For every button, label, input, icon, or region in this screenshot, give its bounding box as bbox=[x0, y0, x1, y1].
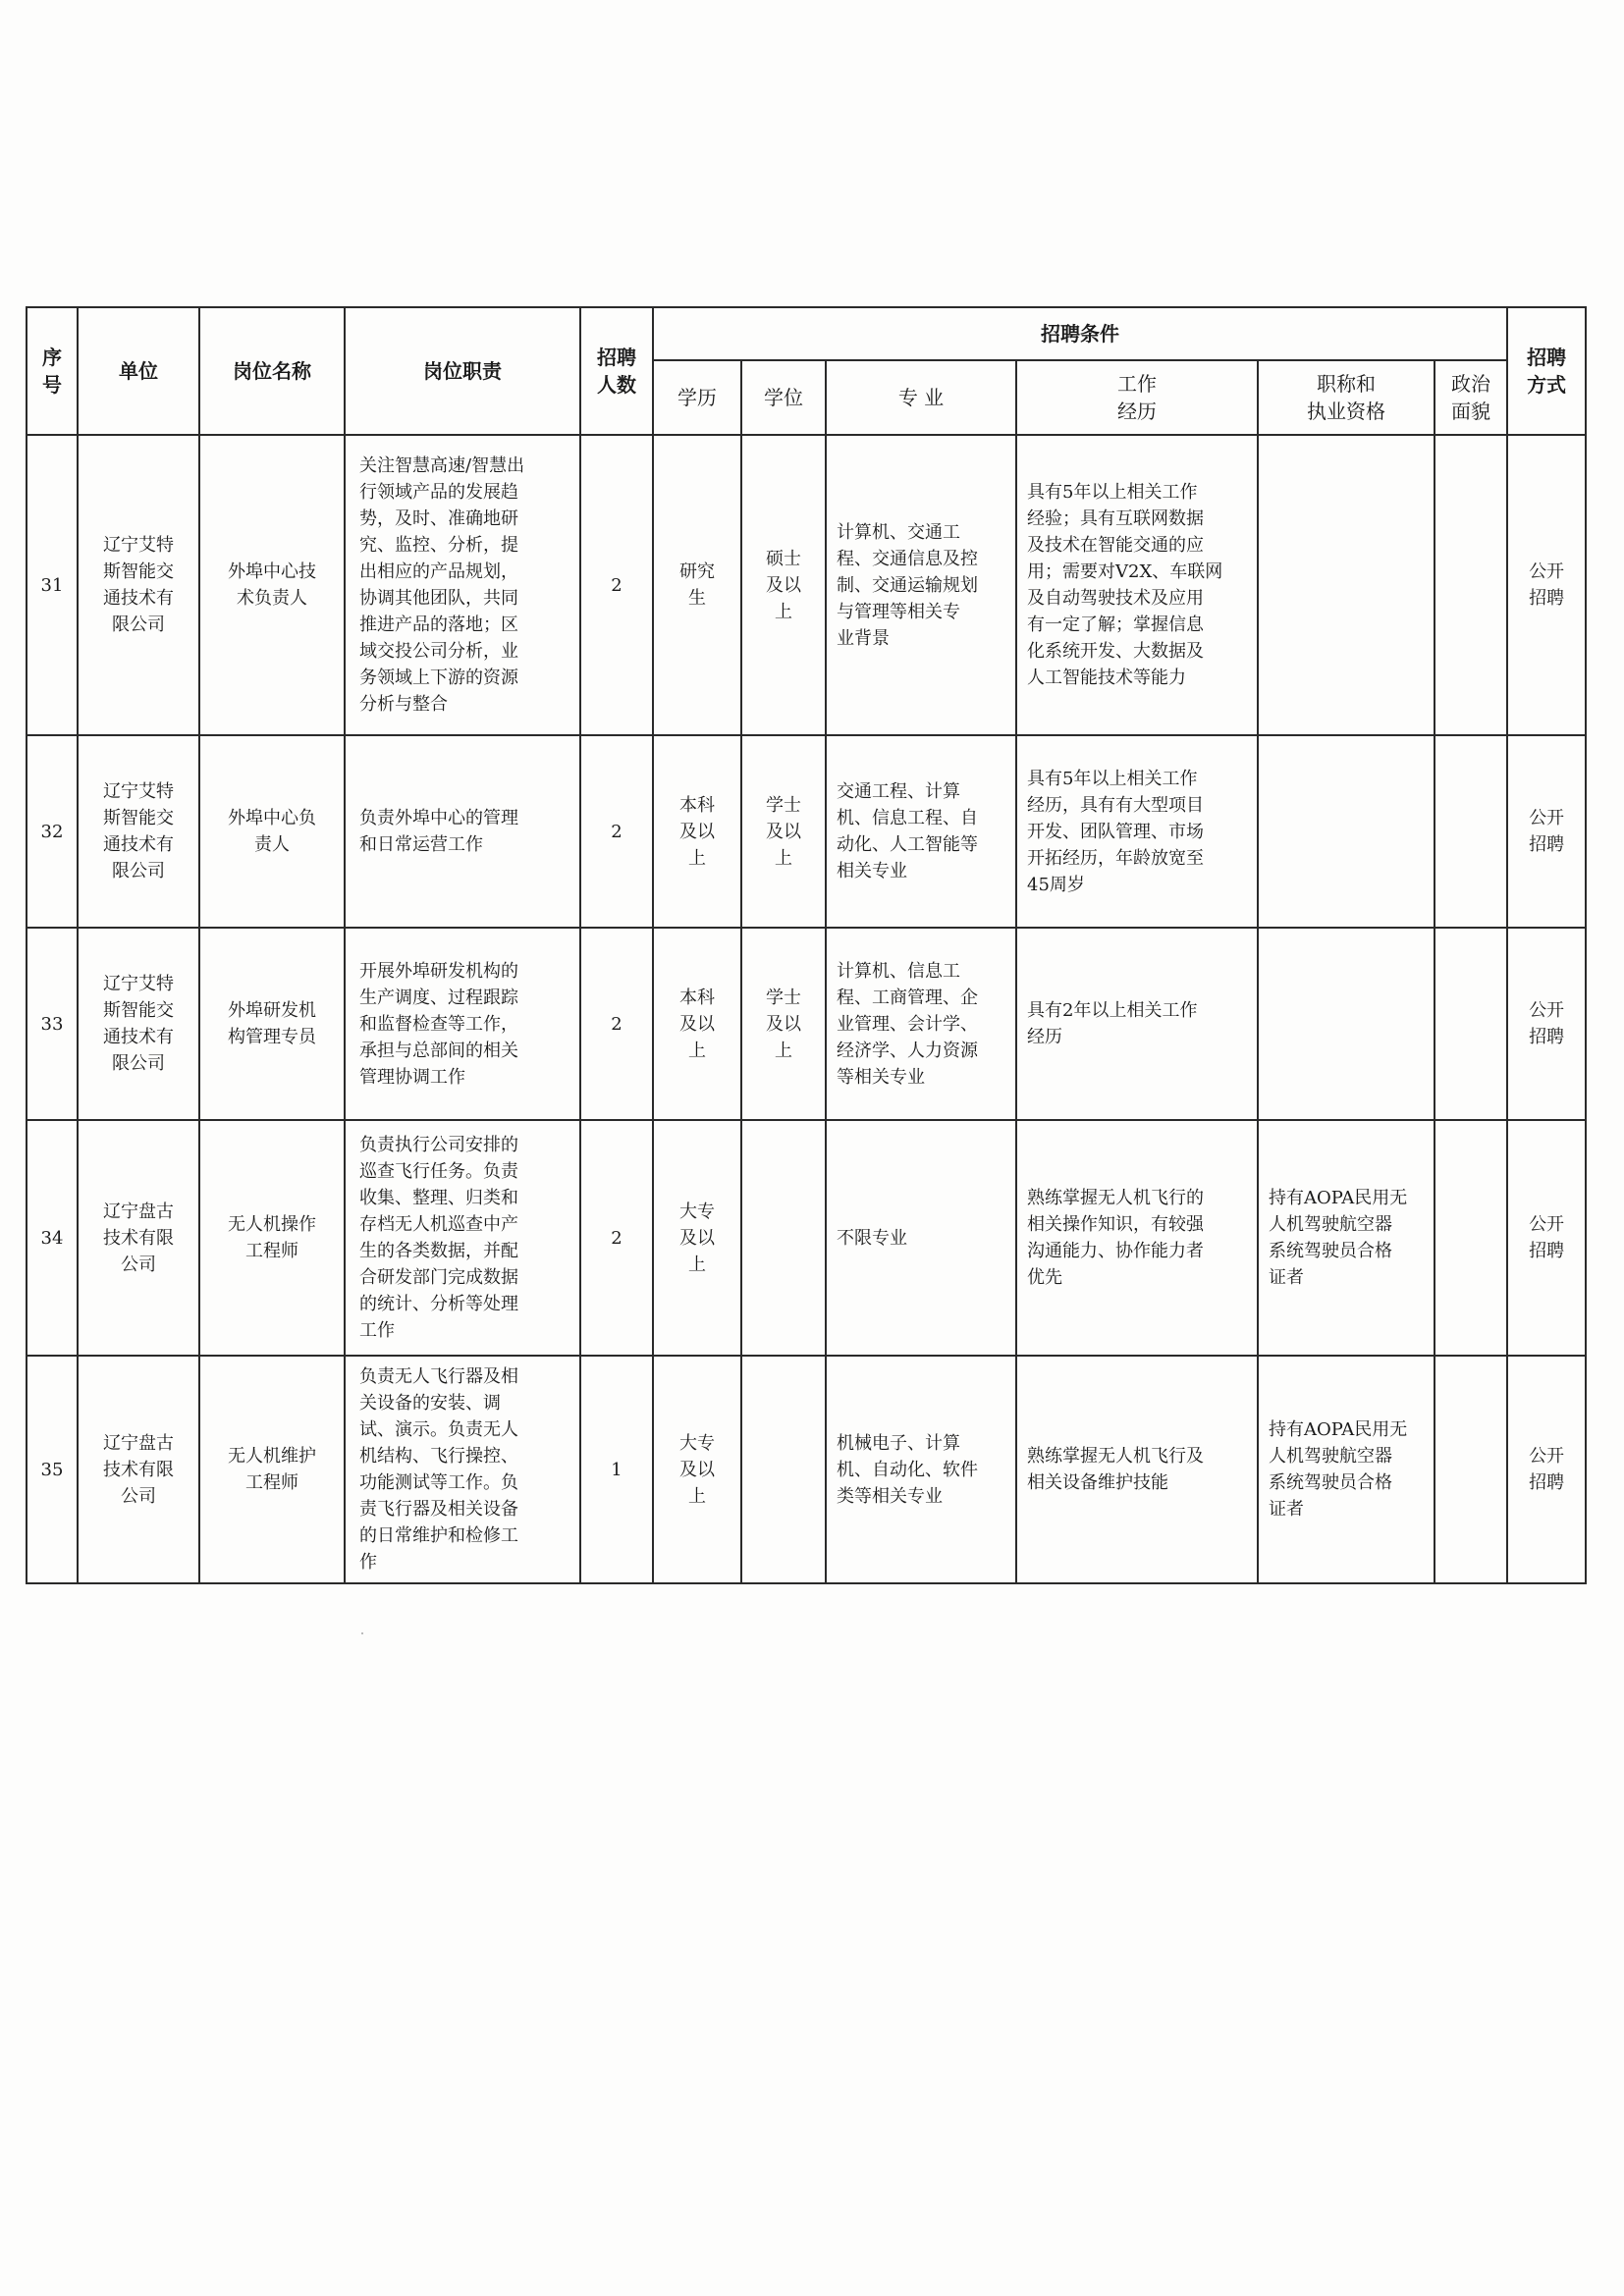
header-conditions: 招聘条件 bbox=[653, 307, 1507, 360]
cell-count: 1 bbox=[580, 1356, 653, 1583]
cell-count: 2 bbox=[580, 928, 653, 1120]
cell-education: 本科 及以 上 bbox=[653, 735, 741, 928]
cell-education: 本科 及以 上 bbox=[653, 928, 741, 1120]
cell-unit: 辽宁艾特 斯智能交 通技术有 限公司 bbox=[78, 435, 199, 735]
cell-count: 2 bbox=[580, 735, 653, 928]
cell-major: 不限专业 bbox=[826, 1120, 1016, 1356]
cell-position: 外埠中心负 责人 bbox=[199, 735, 345, 928]
cell-method: 公开 招聘 bbox=[1507, 928, 1586, 1120]
header-method: 招聘 方式 bbox=[1507, 307, 1586, 435]
cell-duties: 开展外埠研发机构的 生产调度、过程跟踪 和监督检查等工作， 承担与总部间的相关 管理协调工作 bbox=[345, 928, 580, 1120]
cell-political bbox=[1435, 928, 1507, 1120]
cell-degree bbox=[741, 1356, 826, 1583]
cell-method: 公开 招聘 bbox=[1507, 1356, 1586, 1583]
cell-count: 2 bbox=[580, 435, 653, 735]
cell-qualification bbox=[1258, 435, 1435, 735]
header-experience: 工作 经历 bbox=[1016, 360, 1258, 435]
cell-count: 2 bbox=[580, 1120, 653, 1356]
cell-political bbox=[1435, 435, 1507, 735]
cell-seq: 32 bbox=[27, 735, 78, 928]
cell-method: 公开 招聘 bbox=[1507, 435, 1586, 735]
cell-position: 外埠中心技 术负责人 bbox=[199, 435, 345, 735]
cell-duties: 负责无人飞行器及相 关设备的安装、调 试、演示。负责无人 机结构、飞行操控、 功能测试等工作。负 责飞行器及相关设备 的日常维护和检修工 作 bbox=[345, 1356, 580, 1583]
cell-unit: 辽宁艾特 斯智能交 通技术有 限公司 bbox=[78, 928, 199, 1120]
cell-education: 大专 及以 上 bbox=[653, 1120, 741, 1356]
cell-major: 计算机、信息工 程、工商管理、企 业管理、会计学、 经济学、人力资源 等相关专业 bbox=[826, 928, 1016, 1120]
cell-unit: 辽宁艾特 斯智能交 通技术有 限公司 bbox=[78, 735, 199, 928]
header-unit: 单位 bbox=[78, 307, 199, 435]
cell-experience: 熟练掌握无人机飞行及 相关设备维护技能 bbox=[1016, 1356, 1258, 1583]
header-position: 岗位名称 bbox=[199, 307, 345, 435]
cell-qualification bbox=[1258, 735, 1435, 928]
cell-position: 外埠研发机 构管理专员 bbox=[199, 928, 345, 1120]
cell-political bbox=[1435, 735, 1507, 928]
header-qualification: 职称和 执业资格 bbox=[1258, 360, 1435, 435]
header-duties: 岗位职责 bbox=[345, 307, 580, 435]
recruitment-table bbox=[26, 306, 1587, 1584]
cell-qualification bbox=[1258, 928, 1435, 1120]
table-row bbox=[27, 1356, 1586, 1583]
cell-degree bbox=[741, 1120, 826, 1356]
cell-major: 计算机、交通工 程、交通信息及控 制、交通运输规划 与管理等相关专 业背景 bbox=[826, 435, 1016, 735]
table-row bbox=[27, 1120, 1586, 1356]
cell-qualification: 持有AOPA民用无 人机驾驶航空器 系统驾驶员合格 证者 bbox=[1258, 1356, 1435, 1583]
cell-experience: 具有5年以上相关工作 经历，具有有大型项目 开发、团队管理、市场 开拓经历，年龄放宽至 45周岁 bbox=[1016, 735, 1258, 928]
cell-education: 研究 生 bbox=[653, 435, 741, 735]
cell-experience: 具有2年以上相关工作 经历 bbox=[1016, 928, 1258, 1120]
cell-major: 交通工程、计算 机、信息工程、自 动化、人工智能等 相关专业 bbox=[826, 735, 1016, 928]
cell-unit: 辽宁盘古 技术有限 公司 bbox=[78, 1120, 199, 1356]
cell-duties: 负责外埠中心的管理 和日常运营工作 bbox=[345, 735, 580, 928]
cell-seq: 35 bbox=[27, 1356, 78, 1583]
cell-method: 公开 招聘 bbox=[1507, 735, 1586, 928]
table-row bbox=[27, 928, 1586, 1120]
cell-experience: 具有5年以上相关工作 经验；具有互联网数据 及技术在智能交通的应 用；需要对V2X、车联网 及自动驾驶技术及应用 有一定了解；掌握信息 化系统开发、大数据及 人工智能技术等能力 bbox=[1016, 435, 1258, 735]
header-seq: 序 号 bbox=[27, 307, 78, 435]
cell-political bbox=[1435, 1356, 1507, 1583]
cell-method: 公开 招聘 bbox=[1507, 1120, 1586, 1356]
header-count: 招聘 人数 bbox=[580, 307, 653, 435]
header-degree: 学位 bbox=[741, 360, 826, 435]
cell-qualification: 持有AOPA民用无 人机驾驶航空器 系统驾驶员合格 证者 bbox=[1258, 1120, 1435, 1356]
cell-seq: 31 bbox=[27, 435, 78, 735]
cell-experience: 熟练掌握无人机飞行的 相关操作知识，有较强 沟通能力、协作能力者 优先 bbox=[1016, 1120, 1258, 1356]
cell-position: 无人机操作 工程师 bbox=[199, 1120, 345, 1356]
cell-degree: 硕士 及以 上 bbox=[741, 435, 826, 735]
cell-major: 机械电子、计算 机、自动化、软件 类等相关专业 bbox=[826, 1356, 1016, 1583]
header-major: 专 业 bbox=[826, 360, 1016, 435]
cell-degree: 学士 及以 上 bbox=[741, 928, 826, 1120]
cell-duties: 关注智慧高速/智慧出 行领域产品的发展趋 势，及时、准确地研 究、监控、分析，提 出相应的产品规划， 协调其他团队，共同 推进产品的落地；区 域交投公司分析，业 务领域上下游的资源 分析与整合 bbox=[345, 435, 580, 735]
cell-political bbox=[1435, 1120, 1507, 1356]
header-education: 学历 bbox=[653, 360, 741, 435]
table-row bbox=[27, 735, 1586, 928]
cell-degree: 学士 及以 上 bbox=[741, 735, 826, 928]
scan-speck bbox=[361, 1632, 363, 1634]
recruitment-table-sheet bbox=[26, 306, 1587, 1584]
cell-duties: 负责执行公司安排的 巡查飞行任务。负责 收集、整理、归类和 存档无人机巡查中产 生的各类数据，并配 合研发部门完成数据 的统计、分析等处理 工作 bbox=[345, 1120, 580, 1356]
cell-seq: 34 bbox=[27, 1120, 78, 1356]
cell-seq: 33 bbox=[27, 928, 78, 1120]
cell-education: 大专 及以 上 bbox=[653, 1356, 741, 1583]
cell-unit: 辽宁盘古 技术有限 公司 bbox=[78, 1356, 199, 1583]
table-row bbox=[27, 435, 1586, 735]
cell-position: 无人机维护 工程师 bbox=[199, 1356, 345, 1583]
header-political: 政治 面貌 bbox=[1435, 360, 1507, 435]
